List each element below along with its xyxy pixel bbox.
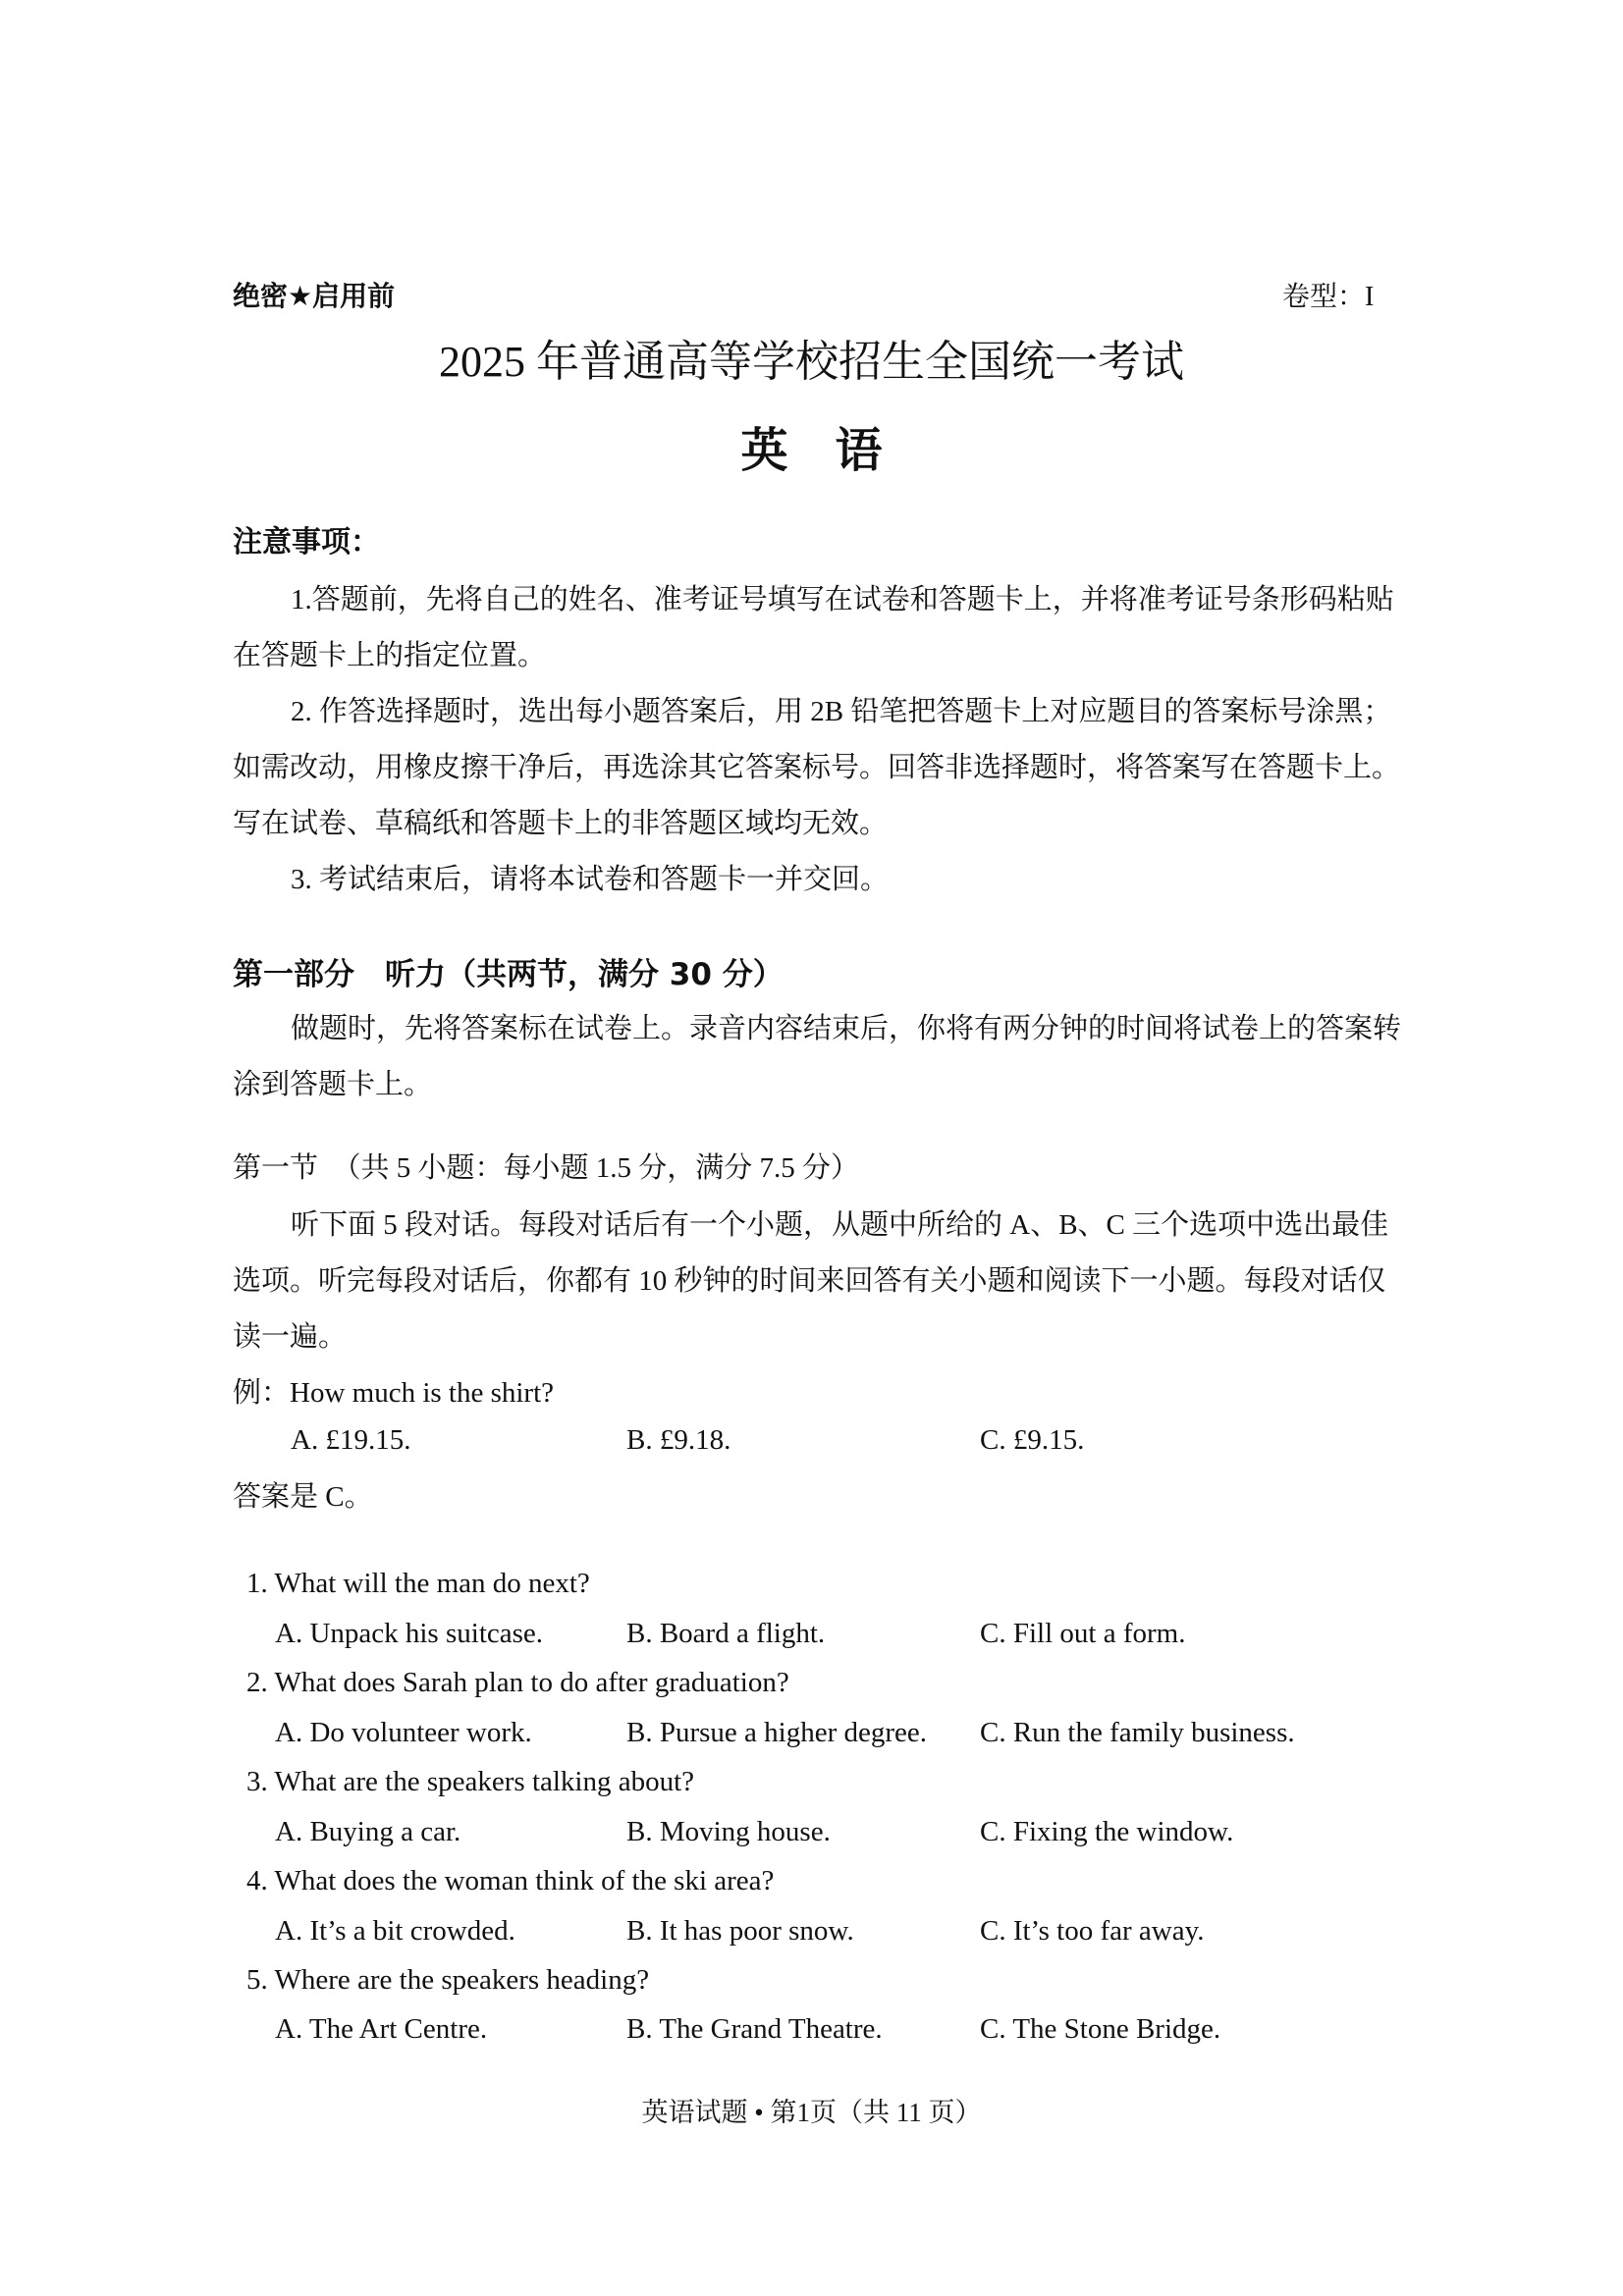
subject-title: 英 语	[740, 423, 883, 478]
secret-label: 绝密★启用前	[233, 280, 396, 312]
q4-option-b[interactable]: B. It has poor snow.	[626, 1915, 854, 1947]
q1-option-b[interactable]: B. Board a flight.	[626, 1618, 826, 1649]
q2-option-c[interactable]: C. Run the family business.	[980, 1717, 1295, 1748]
example-option-a: A. £19.15.	[291, 1424, 411, 1456]
notice-line: 在答题卡上的指定位置。	[233, 640, 547, 671]
exam-title: 2025 年普通高等学校招生全国统一考试	[439, 338, 1184, 386]
q3-option-b[interactable]: B. Moving house.	[626, 1816, 831, 1847]
question-3: 3. What are the speakers talking about?	[246, 1766, 695, 1797]
q5-option-c[interactable]: C. The Stone Bridge.	[980, 2013, 1221, 2045]
notice-heading: 注意事项：	[233, 525, 380, 560]
section1-intro-line: 读一遍。	[233, 1321, 348, 1353]
part1-intro-line: 涂到答题卡上。	[233, 1069, 433, 1100]
q4-option-a[interactable]: A. It’s a bit crowded.	[275, 1915, 515, 1947]
notice-line: 如需改动，用橡皮擦干净后，再选涂其它答案标号。回答非选择题时，将答案写在答题卡上。	[233, 752, 1401, 783]
q4-option-c[interactable]: C. It’s too far away.	[980, 1915, 1205, 1947]
q1-option-c[interactable]: C. Fill out a form.	[980, 1618, 1186, 1649]
part1-heading: 第一部分 听力（共两节，满分 30 分）	[233, 957, 784, 992]
q2-option-b[interactable]: B. Pursue a higher degree.	[626, 1717, 928, 1748]
notice-line: 写在试卷、草稿纸和答题卡上的非答题区域均无效。	[233, 808, 889, 839]
paper-type-text: 卷型：I	[1282, 282, 1375, 312]
part1-intro-line: 做题时，先将答案标在试卷上。录音内容结束后，你将有两分钟的时间将试卷上的答案转	[291, 1013, 1402, 1044]
question-1: 1. What will the man do next?	[246, 1568, 590, 1599]
q1-option-a[interactable]: A. Unpack his suitcase.	[275, 1618, 544, 1649]
q5-option-b[interactable]: B. The Grand Theatre.	[626, 2013, 883, 2045]
q3-option-a[interactable]: A. Buying a car.	[275, 1816, 461, 1847]
section1-intro-line: 听下面 5 段对话。每段对话后有一个小题，从题中所给的 A、B、C 三个选项中选出最佳	[291, 1209, 1389, 1241]
question-4: 4. What does the woman think of the ski area?	[246, 1865, 775, 1896]
notice-line: 2. 作答选择题时，选出每小题答案后，用 2B 铅笔把答题卡上对应题目的答案标号涂黑；	[291, 696, 1392, 727]
question-5: 5. Where are the speakers heading?	[246, 1964, 650, 1996]
example-question: 例：How much is the shirt?	[233, 1377, 555, 1409]
notice-line: 3. 考试结束后，请将本试卷和答题卡一并交回。	[291, 864, 890, 895]
section1-intro-line: 选项。听完每段对话后，你都有 10 秒钟的时间来回答有关小题和阅读下一小题。每段对话仅	[233, 1265, 1386, 1297]
example-option-b: B. £9.18.	[626, 1424, 731, 1456]
q3-option-c[interactable]: C. Fixing the window.	[980, 1816, 1234, 1847]
notice-line: 1.答题前，先将自己的姓名、准考证号填写在试卷和答题卡上，并将准考证号条形码粘贴	[291, 584, 1394, 615]
page-footer: 英语试题 • 第1页（共 11 页）	[641, 2098, 982, 2127]
q2-option-a[interactable]: A. Do volunteer work.	[275, 1717, 532, 1748]
question-2: 2. What does Sarah plan to do after graduation?	[246, 1667, 789, 1698]
q5-option-a[interactable]: A. The Art Centre.	[275, 2013, 488, 2045]
example-answer: 答案是 C。	[233, 1481, 373, 1513]
paper-type-label	[1282, 275, 1374, 314]
section1-heading: 第一节 （共 5 小题：每小题 1.5 分，满分 7.5 分）	[233, 1152, 860, 1184]
example-option-c: C. £9.15.	[980, 1424, 1085, 1456]
